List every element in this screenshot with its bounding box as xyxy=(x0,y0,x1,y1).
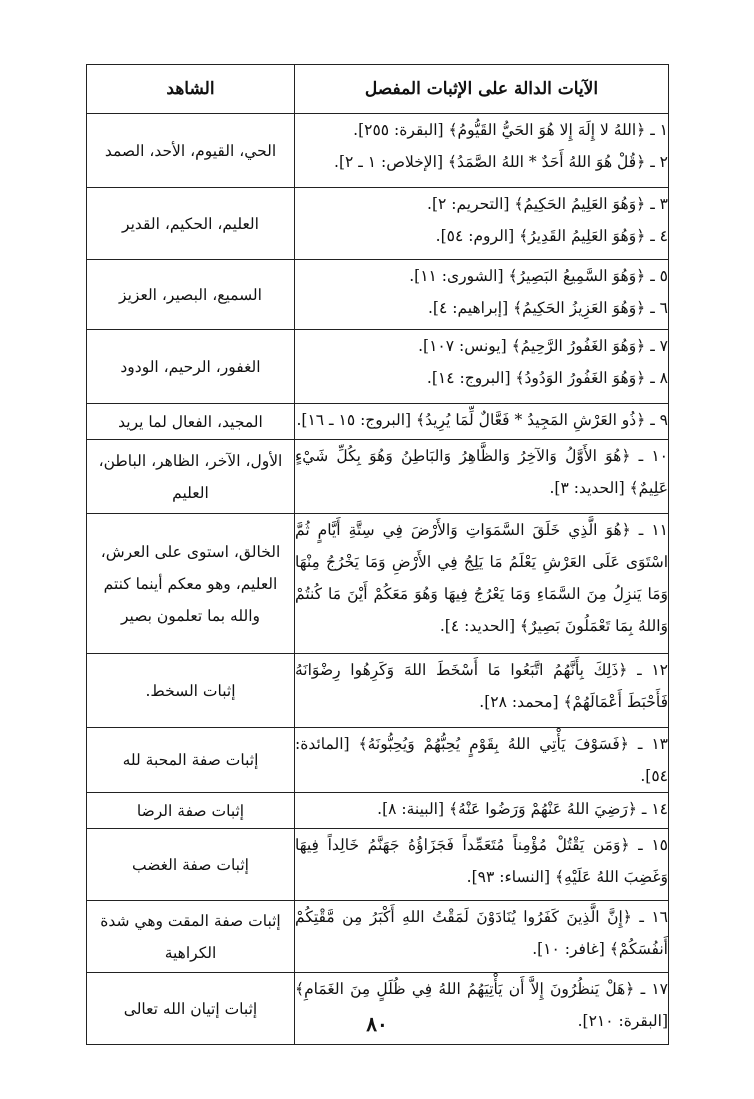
verses-cell xyxy=(295,188,669,260)
witness-cell: إثبات إتيان الله تعالى xyxy=(87,973,295,1045)
witness-cell: إثبات صفة الرضا xyxy=(87,793,295,829)
verses-cell xyxy=(295,728,669,793)
witness-cell: السميع، البصير، العزيز xyxy=(87,260,295,330)
verse-text: ١٥ ـ ﴿وَمَن يَقْتُلْ مُؤْمِناً مُتَعَمِّداً فَجَزَاؤُهُ جَهَنَّمُ خَالِداً فِيهَا وَغَضِبَ اللهُ عَلَيْهِ﴾ [النساء: ٩٣]. xyxy=(295,836,668,886)
table-row xyxy=(87,514,669,654)
page-number: ٨٠ xyxy=(366,1012,388,1036)
verse-text: ١١ ـ ﴿هُوَ الَّذِي خَلَقَ السَّمَوَاتِ وَالأَرْضَ فِي سِتَّةِ أَيَّامٍ ثُمَّ اسْتَوَى عَلَى العَرْشِ يَعْلَمُ مَا يَلِجُ فِي الأَرْضِ وَمَا يَخْرُجُ مِنْهَا وَمَا يَنزِلُ مِنَ السَّمَاءِ وَمَا يَعْرُجُ فِيهَا وَهُوَ مَعَكُمْ أَيْنَ مَا كُنتُمْ وَاللهُ بِمَا تَعْمَلُونَ بَصِيرٌ﴾ [الحديد: ٤]. xyxy=(295,521,668,635)
table-row xyxy=(87,404,669,440)
verse-text: ٩ ـ ﴿ذُو العَرْشِ المَجِيدُ * فَعَّالٌ لِّمَا يُرِيدُ﴾ [البروج: ١٥ ـ ١٦]. xyxy=(296,411,668,429)
witness-cell: الخالق، استوى على العرش، العليم، وهو معكم أينما كنتم والله بما تعلمون بصير xyxy=(87,514,295,654)
table-row xyxy=(87,440,669,514)
verses-cell xyxy=(295,114,669,188)
verse-text: ١٠ ـ ﴿هُوَ الأَوَّلُ وَالآخِرُ وَالظَّاهِرُ وَالبَاطِنُ وَهُوَ بِكُلِّ شَيْءٍ عَلِيمٌ﴾ [الحديد: ٣]. xyxy=(295,447,668,497)
verses-cell xyxy=(295,654,669,728)
verse-text: ٤ ـ ﴿وَهُوَ العَلِيمُ القَدِيرُ﴾ [الروم: ٥٤]. xyxy=(435,227,668,245)
verses-cell xyxy=(295,829,669,901)
verse-text: ١ ـ ﴿اللهُ لا إِلَهَ إِلا هُوَ الحَيُّ القَيُّومُ﴾ [البقرة: ٢٥٥]. xyxy=(353,121,668,139)
witness-cell: إثبات صفة المقت وهي شدة الكراهية xyxy=(87,901,295,973)
witness-cell: إثبات صفة الغضب xyxy=(87,829,295,901)
verse-text: ٦ ـ ﴿وَهُوَ العَزِيزُ الحَكِيمُ﴾ [إبراهيم: ٤]. xyxy=(427,299,668,317)
witness-cell: المجيد، الفعال لما يريد xyxy=(87,404,295,440)
verse-text: ١٦ ـ ﴿إِنَّ الَّذِينَ كَفَرُوا يُنَادَوْنَ لَمَقْتُ اللهِ أَكْبَرُ مِن مَّقْتِكُمْ أَنفُسَكُمْ﴾ [غافر: ١٠]. xyxy=(295,908,668,958)
table-header-row xyxy=(87,65,669,114)
verse-text: ٧ ـ ﴿وَهُوَ الغَفُورُ الرَّحِيمُ﴾ [يونس: ١٠٧]. xyxy=(418,337,668,355)
table-row xyxy=(87,829,669,901)
verse-text: ٣ ـ ﴿وَهُوَ العَلِيمُ الحَكِيمُ﴾ [التحريم: ٢]. xyxy=(427,195,668,213)
verse-text: ١٤ ـ ﴿رَضِيَ اللهُ عَنْهُمْ وَرَضُوا عَنْهُ﴾ [البينة: ٨]. xyxy=(377,800,668,818)
header-witness: الشاهد xyxy=(87,65,295,114)
verses-cell xyxy=(295,404,669,440)
witness-cell: إثبات صفة المحبة لله xyxy=(87,728,295,793)
table-row xyxy=(87,728,669,793)
attributes-table xyxy=(86,64,669,1045)
witness-cell: إثبات السخط. xyxy=(87,654,295,728)
table-row xyxy=(87,260,669,330)
verse-text: ١٧ ـ ﴿هَلْ يَنظُرُونَ إِلاَّ أَن يَأْتِيَهُمُ اللهُ فِي ظُلَلٍ مِنَ الغَمَامِ﴾ [البقرة: ٢١٠]. xyxy=(295,980,668,1030)
witness-cell: الغفور، الرحيم، الودود xyxy=(87,330,295,404)
witness-cell: العليم، الحكيم، القدير xyxy=(87,188,295,260)
header-verses: الآيات الدالة على الإثبات المفصل xyxy=(295,65,669,114)
table-row xyxy=(87,901,669,973)
table-row xyxy=(87,654,669,728)
verse-text: ١٣ ـ ﴿فَسَوْفَ يَأْتِي اللهُ بِقَوْمٍ يُحِبُّهُمْ وَيُحِبُّونَهُ﴾ [المائدة: ٥٤]. xyxy=(295,735,668,785)
verse-text: ٨ ـ ﴿وَهُوَ الغَفُورُ الوَدُودُ﴾ [البروج: ١٤]. xyxy=(426,369,668,387)
verses-cell xyxy=(295,260,669,330)
verse-text: ٥ ـ ﴿وَهُوَ السَّمِيعُ البَصِيرُ﴾ [الشورى: ١١]. xyxy=(409,267,668,285)
table-row xyxy=(87,330,669,404)
verses-cell xyxy=(295,901,669,973)
verses-cell xyxy=(295,440,669,514)
witness-cell: الحي، القيوم، الأحد، الصمد xyxy=(87,114,295,188)
witness-cell: الأول، الآخر، الظاهر، الباطن، العليم xyxy=(87,440,295,514)
verses-cell xyxy=(295,330,669,404)
verse-text: ٢ ـ ﴿قُلْ هُوَ اللهُ أَحَدٌ * اللهُ الصَّمَدُ﴾ [الإخلاص: ١ ـ ٢]. xyxy=(334,153,668,171)
table-row xyxy=(87,114,669,188)
table-row xyxy=(87,188,669,260)
verse-text: ١٢ ـ ﴿ذَلِكَ بِأَنَّهُمُ اتَّبَعُوا مَا أَسْخَطَ اللهَ وَكَرِهُوا رِضْوَانَهُ فَأَحْبَطَ أَعْمَالَهُمْ﴾ [محمد: ٢٨]. xyxy=(295,661,668,711)
verses-cell xyxy=(295,793,669,829)
table-row xyxy=(87,793,669,829)
verses-cell xyxy=(295,514,669,654)
